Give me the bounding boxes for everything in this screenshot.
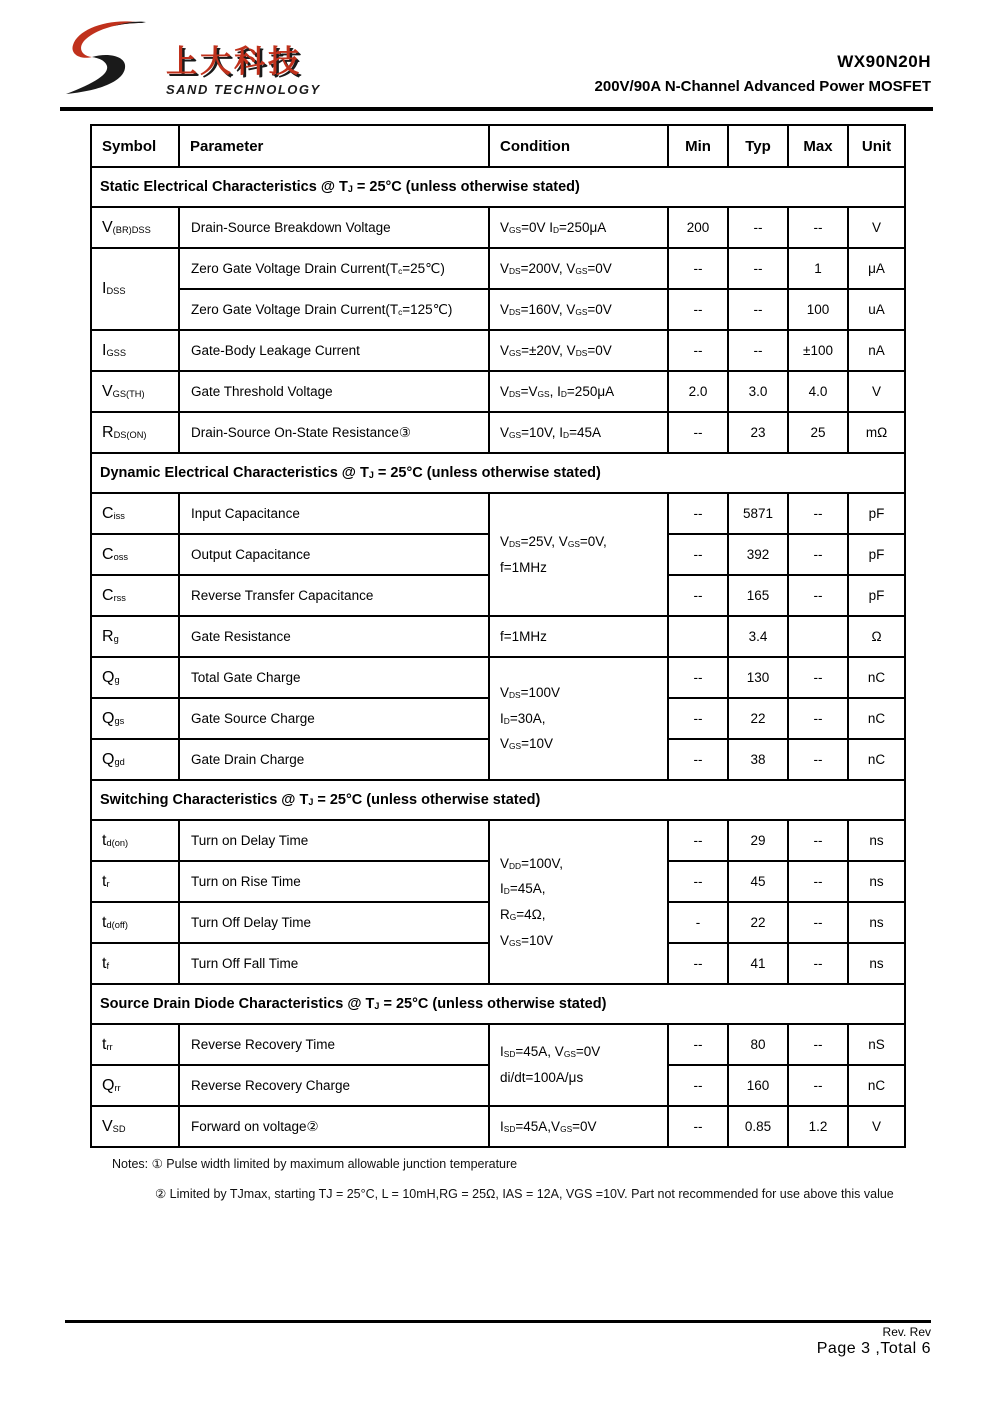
table-row	[91, 493, 905, 534]
symbol-cell: $t_{rr}$	[91, 1024, 179, 1065]
unit-cell: nA	[848, 330, 905, 371]
value-cell: --	[668, 534, 728, 575]
value-cell: --	[788, 1065, 848, 1106]
table-row	[91, 616, 905, 657]
parameter-cell: Gate Resistance	[179, 616, 489, 657]
symbol-cell: $t_f$	[91, 943, 179, 984]
value-cell: ±100	[788, 330, 848, 371]
value-cell: --	[668, 820, 728, 861]
value-cell: -	[668, 902, 728, 943]
unit-cell: nC	[848, 657, 905, 698]
value-cell: --	[788, 493, 848, 534]
value-cell: --	[788, 902, 848, 943]
value-cell: 1	[788, 248, 848, 289]
value-cell: 80	[728, 1024, 788, 1065]
value-cell: 4.0	[788, 371, 848, 412]
unit-cell: V	[848, 371, 905, 412]
unit-cell: ns	[848, 861, 905, 902]
condition-cell: $V_{DS}=V_{GS}$, $I_D=250\mu A$	[489, 371, 668, 412]
parameter-cell: Input Capacitance	[179, 493, 489, 534]
value-cell: --	[668, 493, 728, 534]
table-row	[91, 820, 905, 861]
symbol-cell: $Q_{gs}$	[91, 698, 179, 739]
table-row	[91, 207, 905, 248]
condition-cell: $V_{DS}=200V$, $V_{GS}=0V$	[489, 248, 668, 289]
symbol-cell: $V_{(BR)DSS}$	[91, 207, 179, 248]
table-row	[91, 412, 905, 453]
value-cell: --	[788, 657, 848, 698]
value-cell: 29	[728, 820, 788, 861]
condition-cell: $V_{DS}=100V$ $I_D=30A$, $V_{GS}=10V$	[489, 657, 668, 780]
value-cell: --	[668, 657, 728, 698]
condition-cell: $I_{SD}=45A,V_{GS}=0V$	[489, 1106, 668, 1147]
doc-subtitle: 200V/90A N-Channel Advanced Power MOSFET	[594, 78, 931, 95]
condition-cell: $V_{DS}=25V$, $V_{GS}=0V$, f=1MHz	[489, 493, 668, 616]
symbol-cell: $I_{DSS}$	[91, 248, 179, 330]
condition-cell: $V_{DS}=160V$, $V_{GS}=0V$	[489, 289, 668, 330]
unit-cell: V	[848, 207, 905, 248]
symbol-cell: $I_{GSS}$	[91, 330, 179, 371]
section-title: Switching Characteristics @ $T_J = 25^\circ C$ (unless otherwise stated)	[91, 780, 905, 820]
value-cell: 22	[728, 902, 788, 943]
symbol-cell: $Q_{rr}$	[91, 1065, 179, 1106]
section-title: Source Drain Diode Characteristics @ $T_J = 25^\circ C$ (unless otherwise stated)	[91, 984, 905, 1024]
condition-cell: f=1MHz	[489, 616, 668, 657]
value-cell: --	[728, 289, 788, 330]
parameter-cell: Reverse Recovery Charge	[179, 1065, 489, 1106]
value-cell: --	[668, 575, 728, 616]
value-cell: 38	[728, 739, 788, 780]
unit-cell: nS	[848, 1024, 905, 1065]
symbol-cell: $t_r$	[91, 861, 179, 902]
value-cell: --	[788, 820, 848, 861]
parameter-cell: Zero Gate Voltage Drain $Current(T_c=125℃)$	[179, 289, 489, 330]
part-number: WX90N20H	[837, 52, 931, 71]
value-cell: 2.0	[668, 371, 728, 412]
parameter-cell: Turn on Delay Time	[179, 820, 489, 861]
value-cell: 1.2	[788, 1106, 848, 1147]
revision-label: Rev. Rev	[882, 1325, 931, 1339]
value-cell: 45	[728, 861, 788, 902]
note-1: Notes: ① Pulse width limited by maximum allowable junction temperature	[112, 1157, 518, 1171]
logo-cn-text: 上大科技	[166, 43, 302, 80]
parameter-cell: Gate Drain Charge	[179, 739, 489, 780]
logo-en-text: SAND TECHNOLOGY	[166, 82, 321, 97]
parameter-cell: Output Capacitance	[179, 534, 489, 575]
unit-cell: V	[848, 1106, 905, 1147]
symbol-cell: $C_{iss}$	[91, 493, 179, 534]
parameter-cell: Total Gate Charge	[179, 657, 489, 698]
table-row	[91, 657, 905, 698]
parameter-cell: Forward on voltage②	[179, 1106, 489, 1147]
symbol-cell: $Q_g$	[91, 657, 179, 698]
symbol-cell: $t_{d(off)}$	[91, 902, 179, 943]
unit-cell: nC	[848, 1065, 905, 1106]
symbol-cell: $t_{d(on)}$	[91, 820, 179, 861]
section-title: Static Electrical Characteristics @ $T_J = 25^\circ C$ (unless otherwise stated)	[91, 167, 905, 207]
unit-cell: μA	[848, 248, 905, 289]
parameter-cell: Drain-Source Breakdown Voltage	[179, 207, 489, 248]
condition-cell: $V_{GS}=0V$ $I_D=250\mu A$	[489, 207, 668, 248]
value-cell: --	[728, 207, 788, 248]
value-cell: 392	[728, 534, 788, 575]
value-cell: 5871	[728, 493, 788, 534]
value-cell: --	[668, 943, 728, 984]
table-row	[91, 330, 905, 371]
value-cell: --	[668, 330, 728, 371]
unit-cell: ns	[848, 902, 905, 943]
column-header-min: Min	[668, 125, 728, 167]
value-cell: 200	[668, 207, 728, 248]
page-header	[0, 0, 991, 99]
condition-cell: $I_{SD}=45A$, $V_{GS}=0V$ di/dt=100A/μs	[489, 1024, 668, 1106]
parameter-cell: Gate-Body Leakage Current	[179, 330, 489, 371]
table-body	[91, 167, 905, 1147]
parameter-cell: Turn Off Fall Time	[179, 943, 489, 984]
value-cell: 41	[728, 943, 788, 984]
table-header	[91, 125, 905, 167]
section-row	[91, 984, 905, 1024]
value-cell	[788, 616, 848, 657]
value-cell: --	[668, 698, 728, 739]
value-cell: 3.4	[728, 616, 788, 657]
title-block	[595, 52, 931, 99]
value-cell: --	[788, 739, 848, 780]
unit-cell: uA	[848, 289, 905, 330]
header-rule	[60, 107, 933, 111]
value-cell: --	[668, 1024, 728, 1065]
parameter-cell: Gate Source Charge	[179, 698, 489, 739]
value-cell: --	[728, 330, 788, 371]
value-cell: --	[668, 412, 728, 453]
table-row	[91, 1024, 905, 1065]
condition-cell: $V_{GS}=\pm 20V$, $V_{DS}=0V$	[489, 330, 668, 371]
value-cell: --	[788, 534, 848, 575]
symbol-cell: $R_{DS(ON)}$	[91, 412, 179, 453]
column-header-max: Max	[788, 125, 848, 167]
parameter-cell: Gate Threshold Voltage	[179, 371, 489, 412]
symbol-cell: $C_{rss}$	[91, 575, 179, 616]
section-row	[91, 780, 905, 820]
table-row	[91, 289, 905, 330]
parameter-cell: Turn Off Delay Time	[179, 902, 489, 943]
unit-cell: nC	[848, 739, 905, 780]
symbol-cell: $C_{oss}$	[91, 534, 179, 575]
value-cell: --	[788, 1024, 848, 1065]
parameter-cell: Reverse Recovery Time	[179, 1024, 489, 1065]
parameter-cell: Reverse Transfer Capacitance	[179, 575, 489, 616]
value-cell: 25	[788, 412, 848, 453]
value-cell: --	[788, 575, 848, 616]
value-cell: 3.0	[728, 371, 788, 412]
parameter-cell: Turn on Rise Time	[179, 861, 489, 902]
value-cell	[668, 616, 728, 657]
section-title: Dynamic Electrical Characteristics @ $T_J = 25^\circ C$ (unless otherwise stated)	[91, 453, 905, 493]
value-cell: 100	[788, 289, 848, 330]
table-row	[91, 371, 905, 412]
column-header-unit: Unit	[848, 125, 905, 167]
value-cell: --	[788, 698, 848, 739]
value-cell: --	[728, 248, 788, 289]
unit-cell: mΩ	[848, 412, 905, 453]
symbol-cell: $V_{GS(TH)}$	[91, 371, 179, 412]
section-row	[91, 453, 905, 493]
notes-block	[112, 1156, 931, 1201]
symbol-cell: $R_g$	[91, 616, 179, 657]
value-cell: --	[668, 248, 728, 289]
unit-cell: nC	[848, 698, 905, 739]
value-cell: --	[668, 861, 728, 902]
table-row	[91, 248, 905, 289]
company-logo	[62, 20, 321, 99]
unit-cell: ns	[848, 820, 905, 861]
unit-cell: pF	[848, 493, 905, 534]
unit-cell: ns	[848, 943, 905, 984]
page-indicator: Page 3 ,Total 6	[816, 1340, 931, 1357]
value-cell: 0.85	[728, 1106, 788, 1147]
value-cell: --	[788, 943, 848, 984]
page-footer	[65, 1320, 931, 1358]
unit-cell: Ω	[848, 616, 905, 657]
value-cell: --	[668, 1065, 728, 1106]
value-cell: 130	[728, 657, 788, 698]
value-cell: --	[668, 289, 728, 330]
unit-cell: pF	[848, 534, 905, 575]
value-cell: --	[788, 207, 848, 248]
parameter-cell: Zero Gate Voltage Drain $Current(T_c=25℃)$	[179, 248, 489, 289]
column-header-parameter: Parameter	[179, 125, 489, 167]
value-cell: --	[668, 739, 728, 780]
value-cell: 160	[728, 1065, 788, 1106]
unit-cell: pF	[848, 575, 905, 616]
value-cell: 22	[728, 698, 788, 739]
table-row	[91, 1106, 905, 1147]
characteristics-table	[90, 124, 906, 1148]
logo-s-icon	[62, 20, 162, 99]
value-cell: 23	[728, 412, 788, 453]
column-header-condition: Condition	[489, 125, 668, 167]
symbol-cell: $Q_{gd}$	[91, 739, 179, 780]
condition-cell: $V_{GS}=10V$, $I_D=45A$	[489, 412, 668, 453]
condition-cell: $V_{DD}=100V$, $I_D=45A$, $R_G=4\Omega$, $V_{GS}=10V$	[489, 820, 668, 984]
symbol-cell: $V_{SD}$	[91, 1106, 179, 1147]
value-cell: --	[788, 861, 848, 902]
value-cell: 165	[728, 575, 788, 616]
parameter-cell: Drain-Source On-State Resistance③	[179, 412, 489, 453]
column-header-symbol: Symbol	[91, 125, 179, 167]
column-header-typ: Typ	[728, 125, 788, 167]
section-row	[91, 167, 905, 207]
value-cell: --	[668, 1106, 728, 1147]
note-2: ② Limited by TJmax, starting TJ = 25°C, L = 10mH,RG = 25Ω, IAS = 12A, VGS =10V. Part not recommended for use above this value	[155, 1187, 894, 1201]
